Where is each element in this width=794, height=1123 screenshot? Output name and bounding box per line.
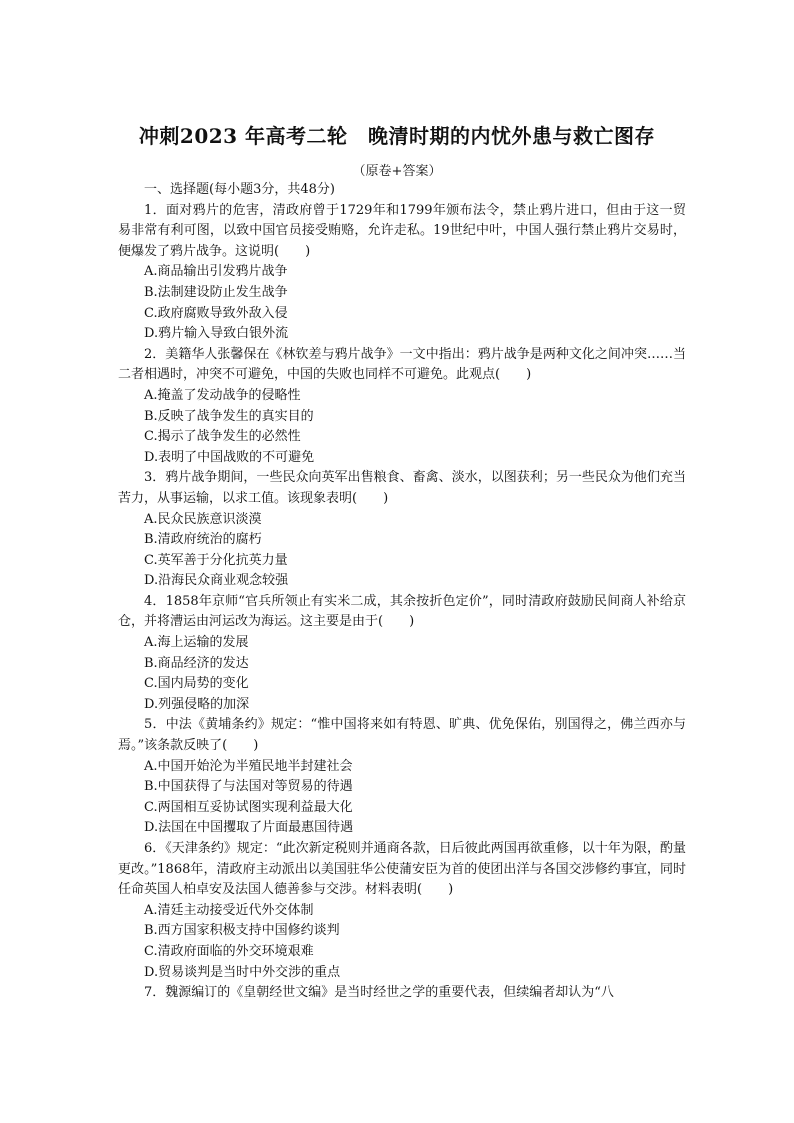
- option-list: [118, 510, 686, 592]
- question-stem: 5．中法《黄埔条约》规定：“惟中国将来如有特恩、旷典、优免保佑，别国得之，佛兰西亦与焉。”该条款反映了( ): [118, 717, 686, 754]
- question-stem: 4．1858年京师“官兵所领止有实米二成，其余按折色定价”，同时清政府鼓励民间商人补给京仓，并将漕运由河运改为海运。这主要是由于( ): [118, 593, 686, 630]
- page-subtitle: （原卷+答案）: [352, 164, 442, 179]
- option-b: B.西方国家积极支持中国修约谈判: [144, 923, 340, 939]
- option-b: B.中国获得了与法国对等贸易的待遇: [144, 779, 353, 795]
- option-c: C.揭示了战争发生的必然性: [144, 429, 301, 445]
- option-d: D.鸦片输入导致白银外流: [144, 326, 289, 342]
- question-1: [118, 201, 686, 345]
- section-heading: 一、选择题(每小题3分，共48分): [144, 182, 335, 197]
- page-title: 冲刺2023 年高考二轮 晚清时期的内忧外患与救亡图存: [138, 124, 656, 148]
- option-c: C.国内局势的变化: [144, 676, 249, 692]
- option-b: B.清政府统治的腐朽: [144, 532, 262, 548]
- option-a: A.民众民族意识淡漠: [144, 511, 262, 527]
- question-6: [118, 839, 686, 983]
- option-list: [118, 757, 686, 839]
- document-body: [118, 180, 686, 1004]
- option-c: C.两国相互妥协试图实现利益最大化: [144, 799, 353, 815]
- question-3: [118, 468, 686, 592]
- option-c: C.英军善于分化抗英力量: [144, 552, 288, 568]
- question-7: [118, 983, 686, 1004]
- option-b: B.商品经济的发达: [144, 655, 249, 671]
- question-stem: 7．魏源编订的《皇朝经世文编》是当时经世之学的重要代表，但续编者却认为“八: [144, 985, 614, 1001]
- question-stem: 1．面对鸦片的危害，清政府曾于1729年和1799年颁布法令，禁止鸦片进口，但由于这一贸易非常有利可图，以致中国官员接受贿赂，允许走私。19世纪中叶，中国人强行禁止鸦片交易时，便爆发了鸦片战争。这说明( ): [118, 202, 686, 259]
- option-d: D.列强侵略的加深: [144, 696, 250, 712]
- option-d: D.法国在中国攫取了片面最惠国待遇: [144, 820, 354, 836]
- option-b: B.法制建设防止发生战争: [144, 284, 288, 300]
- option-list: [118, 633, 686, 715]
- option-a: A.海上运输的发展: [144, 635, 249, 651]
- option-a: A.商品输出引发鸦片战争: [144, 264, 288, 280]
- option-d: D.表明了中国战败的不可避免: [144, 449, 315, 465]
- option-list: [118, 901, 686, 983]
- option-list: [118, 386, 686, 468]
- question-4: [118, 592, 686, 716]
- option-d: D.沿海民众商业观念较强: [144, 573, 289, 589]
- option-d: D.贸易谈判是当时中外交涉的重点: [144, 964, 341, 980]
- question-stem: 2．美籍华人张馨保在《林钦差与鸦片战争》一文中指出：鸦片战争是两种文化之间冲突……当二者相遇时，冲突不可避免，中国的失败也同样不可避免。此观点( ): [118, 346, 686, 383]
- question-5: [118, 715, 686, 839]
- option-a: A.掩盖了发动战争的侵略性: [144, 387, 301, 403]
- question-stem: 6．《天津条约》规定：“此次新定税则并通商各款，日后彼此两国再欲重修，以十年为限，酌量更改。”1868年，清政府主动派出以美国驻华公使蒲安臣为首的使团出洋与各国交涉修约事宜，同时任命英国人柏卓安及法国人德善参与交涉。材料表明( ): [118, 841, 686, 898]
- option-c: C.清政府面临的外交环境艰难: [144, 943, 314, 959]
- question-stem: 3．鸦片战争期间，一些民众向英军出售粮食、畜禽、淡水，以图获利；另一些民众为他们充当苦力，从事运输，以求工值。该现象表明( ): [118, 470, 686, 506]
- option-a: A.中国开始沦为半殖民地半封建社会: [144, 758, 353, 774]
- option-a: A.清廷主动接受近代外交体制: [144, 902, 314, 918]
- option-b: B.反映了战争发生的真实目的: [144, 408, 314, 424]
- option-c: C.政府腐败导致外敌入侵: [144, 305, 288, 321]
- option-list: [118, 262, 686, 344]
- question-2: [118, 345, 686, 469]
